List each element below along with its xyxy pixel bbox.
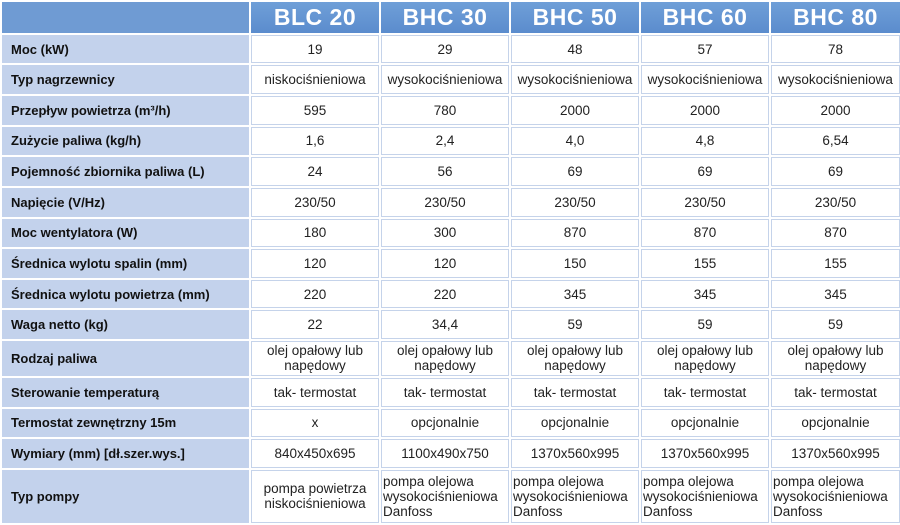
table-cell: opcjonalnie — [641, 409, 769, 438]
table-row — [2, 341, 900, 376]
row-label: Waga netto (kg) — [2, 310, 249, 339]
table-cell: 4,8 — [641, 127, 769, 156]
table-row — [2, 96, 900, 125]
table-cell: 2000 — [511, 96, 639, 125]
table-cell: 29 — [381, 35, 509, 64]
row-label: Pojemność zbiornika paliwa (L) — [2, 157, 249, 186]
table-cell: 59 — [641, 310, 769, 339]
table-cell: 595 — [251, 96, 379, 125]
model-header: BHC 30 — [381, 2, 509, 33]
table-cell: 155 — [771, 249, 900, 278]
model-header: BLC 20 — [251, 2, 379, 33]
table-cell: 150 — [511, 249, 639, 278]
table-row — [2, 188, 900, 217]
table-cell: 1370x560x995 — [771, 439, 900, 468]
table-cell: 230/50 — [381, 188, 509, 217]
table-cell: tak- termostat — [251, 378, 379, 407]
table-cell: 69 — [771, 157, 900, 186]
table-cell: 230/50 — [641, 188, 769, 217]
table-cell: wysokociśnieniowa — [641, 65, 769, 94]
table-row — [2, 219, 900, 248]
table-cell: pompa olejowa wysokociśnieniowa Danfoss — [511, 470, 639, 523]
header-row — [2, 2, 900, 33]
model-header: BHC 80 — [771, 2, 900, 33]
table-cell: 155 — [641, 249, 769, 278]
table-row — [2, 378, 900, 407]
table-cell: tak- termostat — [641, 378, 769, 407]
table-cell: 6,54 — [771, 127, 900, 156]
row-label: Moc (kW) — [2, 35, 249, 64]
table-cell: 56 — [381, 157, 509, 186]
row-label: Zużycie paliwa (kg/h) — [2, 127, 249, 156]
table-cell: 34,4 — [381, 310, 509, 339]
row-label: Średnica wylotu powietrza (mm) — [2, 280, 249, 309]
header-corner — [2, 2, 249, 33]
table-cell: olej opałowy lub napędowy — [511, 341, 639, 376]
row-label: Sterowanie temperaturą — [2, 378, 249, 407]
table-row — [2, 157, 900, 186]
table-cell: 345 — [511, 280, 639, 309]
row-label: Rodzaj paliwa — [2, 341, 249, 376]
row-label: Typ pompy — [2, 470, 249, 523]
table-cell: 59 — [511, 310, 639, 339]
table-cell: 78 — [771, 35, 900, 64]
table-cell: 230/50 — [511, 188, 639, 217]
table-cell: 870 — [641, 219, 769, 248]
table-cell: pompa powietrza niskociśnieniowa — [251, 470, 379, 523]
table-row — [2, 249, 900, 278]
table-cell: 120 — [381, 249, 509, 278]
table-cell: wysokociśnieniowa — [511, 65, 639, 94]
table-cell: pompa olejowa wysokociśnieniowa Danfoss — [771, 470, 900, 523]
table-cell: 1370x560x995 — [641, 439, 769, 468]
table-cell: 57 — [641, 35, 769, 64]
table-cell: 870 — [511, 219, 639, 248]
row-label: Napięcie (V/Hz) — [2, 188, 249, 217]
table-cell: 69 — [511, 157, 639, 186]
table-cell: 1,6 — [251, 127, 379, 156]
table-row — [2, 310, 900, 339]
table-cell: 1100x490x750 — [381, 439, 509, 468]
table-cell: pompa olejowa wysokociśnieniowa Danfoss — [381, 470, 509, 523]
table-cell: 300 — [381, 219, 509, 248]
table-row — [2, 439, 900, 468]
row-label: Termostat zewnętrzny 15m — [2, 409, 249, 438]
table-cell: 220 — [381, 280, 509, 309]
table-cell: 59 — [771, 310, 900, 339]
table-cell: 230/50 — [251, 188, 379, 217]
row-label: Wymiary (mm) [dł.szer.wys.] — [2, 439, 249, 468]
row-label: Moc wentylatora (W) — [2, 219, 249, 248]
table-cell: 2000 — [771, 96, 900, 125]
model-header: BHC 50 — [511, 2, 639, 33]
table-cell: 2000 — [641, 96, 769, 125]
table-cell: wysokociśnieniowa — [771, 65, 900, 94]
table-cell: 24 — [251, 157, 379, 186]
table-cell: 345 — [771, 280, 900, 309]
table-cell: 22 — [251, 310, 379, 339]
table-cell: olej opałowy lub napędowy — [251, 341, 379, 376]
table-cell: 230/50 — [771, 188, 900, 217]
table-cell: olej opałowy lub napędowy — [381, 341, 509, 376]
table-cell: 1370x560x995 — [511, 439, 639, 468]
table-row — [2, 65, 900, 94]
model-header: BHC 60 — [641, 2, 769, 33]
table-cell: 4,0 — [511, 127, 639, 156]
table-cell: opcjonalnie — [381, 409, 509, 438]
row-label: Średnica wylotu spalin (mm) — [2, 249, 249, 278]
table-cell: niskociśnieniowa — [251, 65, 379, 94]
table-row — [2, 470, 900, 523]
row-label: Przepływ powietrza (m³/h) — [2, 96, 249, 125]
table-cell: 870 — [771, 219, 900, 248]
table-cell: 48 — [511, 35, 639, 64]
row-label: Typ nagrzewnicy — [2, 65, 249, 94]
table-cell: tak- termostat — [511, 378, 639, 407]
table-cell: olej opałowy lub napędowy — [641, 341, 769, 376]
table-row — [2, 409, 900, 438]
table-cell: 180 — [251, 219, 379, 248]
table-cell: 220 — [251, 280, 379, 309]
table-cell: olej opałowy lub napędowy — [771, 341, 900, 376]
table-cell: wysokociśnieniowa — [381, 65, 509, 94]
table-cell: tak- termostat — [381, 378, 509, 407]
table-cell: 69 — [641, 157, 769, 186]
table-row — [2, 127, 900, 156]
table-cell: tak- termostat — [771, 378, 900, 407]
table-cell: opcjonalnie — [511, 409, 639, 438]
table-cell: x — [251, 409, 379, 438]
table-cell: 780 — [381, 96, 509, 125]
table-cell: opcjonalnie — [771, 409, 900, 438]
table-cell: 19 — [251, 35, 379, 64]
table-row — [2, 280, 900, 309]
table-cell: 2,4 — [381, 127, 509, 156]
table-cell: pompa olejowa wysokociśnieniowa Danfoss — [641, 470, 769, 523]
table-cell: 345 — [641, 280, 769, 309]
table-cell: 840x450x695 — [251, 439, 379, 468]
table-row — [2, 35, 900, 64]
table-cell: 120 — [251, 249, 379, 278]
